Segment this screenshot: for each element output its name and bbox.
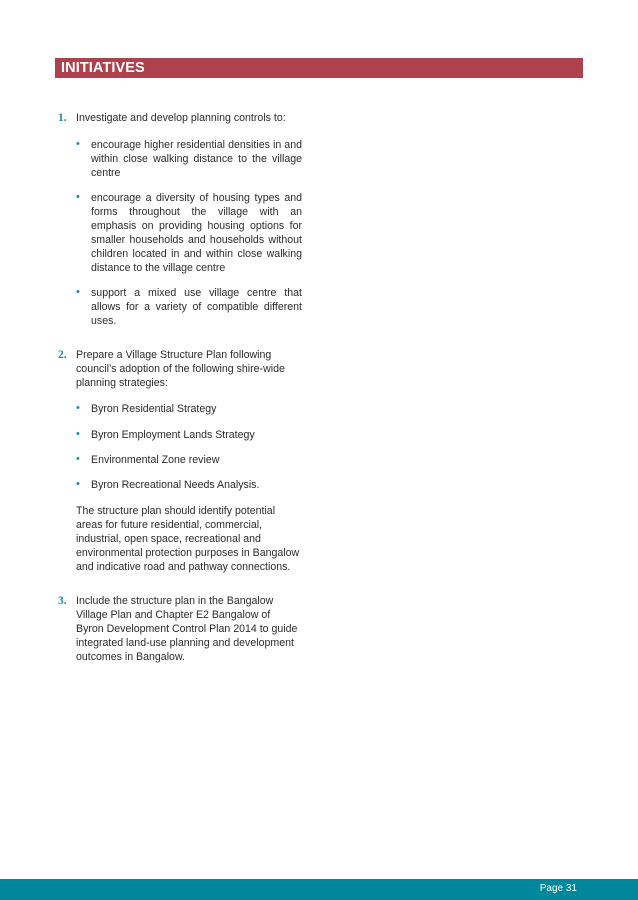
list-item: [76, 402, 302, 416]
bullet-icon: •: [76, 453, 80, 465]
initiatives-list: [58, 111, 302, 664]
footer-bar: [0, 879, 638, 900]
initiative-text: Prepare a Village Structure Plan following council’s adoption of the following shire-wide planning strategies:: [76, 349, 285, 389]
page-number: Page 31: [539, 883, 577, 894]
section-banner: [55, 58, 583, 78]
bullet-text: encourage higher residential densities in and within close walking distance to the village centre: [91, 139, 302, 179]
bullet-text: support a mixed use village centre that allows for a variety of compatible different uses.: [91, 287, 302, 327]
initiative-1: [58, 111, 302, 328]
bullet-icon: •: [76, 402, 80, 414]
list-item: [76, 453, 302, 467]
bullet-icon: •: [76, 428, 80, 440]
list-item: [76, 191, 302, 275]
bullet-text: Byron Residential Strategy: [91, 403, 217, 415]
bullet-icon: •: [76, 138, 80, 150]
bullet-text: Environmental Zone review: [91, 454, 220, 466]
initiative-number: 3.: [58, 595, 67, 607]
section-title: INITIATIVES: [61, 60, 145, 76]
list-item: [76, 138, 302, 180]
bullet-text: encourage a diversity of housing types and forms throughout the village with an emphasis on providing housing options for smaller households and households without children located in and within close walking distance to the village centre: [91, 192, 302, 274]
bullet-icon: •: [76, 286, 80, 298]
initiative-number: 2.: [58, 349, 67, 361]
initiative-text: Investigate and develop planning controls to:: [76, 112, 286, 124]
bullet-list: [76, 402, 302, 492]
initiative-number: 1.: [58, 112, 67, 124]
structure-plan-paragraph: The structure plan should identify potential areas for future residential, commercial, industrial, open space, recreational and environmental protection purposes in Bangalow and indicative road and pathway connections.: [76, 505, 300, 573]
bullet-list: [76, 138, 302, 328]
bullet-icon: •: [76, 191, 80, 203]
bullet-icon: •: [76, 478, 80, 490]
initiative-2: [58, 348, 302, 574]
bullet-text: Byron Employment Lands Strategy: [91, 429, 255, 441]
list-item: [76, 478, 302, 492]
list-item: [76, 286, 302, 328]
bullet-text: Byron Recreational Needs Analysis.: [91, 479, 260, 491]
list-item: [76, 428, 302, 442]
initiative-3: [58, 594, 302, 664]
initiative-text: Include the structure plan in the Bangalow Village Plan and Chapter E2 Bangalow of Byron Development Control Plan 2014 to guide integrated land-use planning and development outcomes in Bangalow.: [76, 595, 298, 663]
